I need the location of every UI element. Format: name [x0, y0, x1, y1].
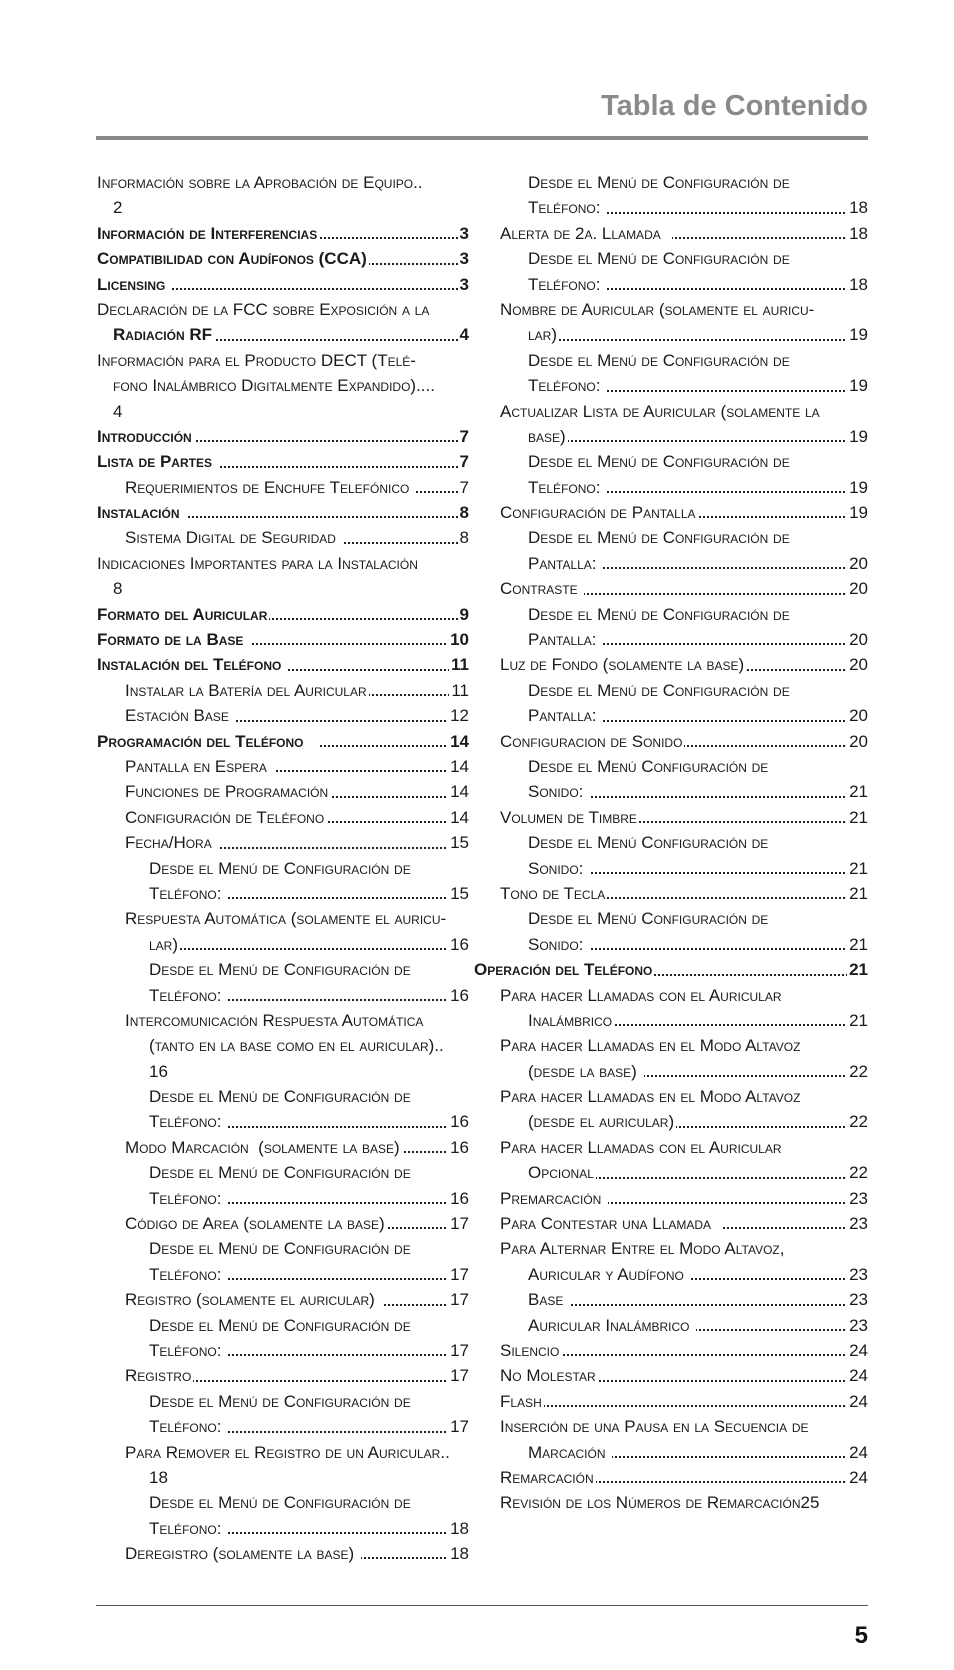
toc-entry-page: 18 — [847, 272, 868, 297]
toc-entry-title: Teléfono: — [528, 195, 607, 220]
toc-entry-page: 7 — [458, 424, 469, 449]
toc-entry-page: 17 — [448, 1363, 469, 1388]
toc-entry-title: Teléfono: — [528, 475, 607, 500]
toc-entry[interactable] — [125, 779, 469, 804]
toc-entry-line: Inserción de una Pausa en la Secuencia de — [500, 1417, 809, 1437]
toc-entry-title: Teléfono: — [149, 1338, 228, 1363]
toc-entry-page: 7 — [458, 475, 469, 500]
toc-entry-title: base) — [528, 424, 568, 449]
toc-entry-title: Registro — [125, 1363, 193, 1388]
toc-entry-page: 18 — [448, 1541, 469, 1566]
toc-entry-title: (desde la base) — [528, 1059, 644, 1084]
toc-entry[interactable] — [528, 856, 868, 881]
toc-entry-line: 4 — [113, 401, 123, 421]
toc-entry[interactable] — [125, 1541, 469, 1566]
toc-entry-title: Teléfono: — [149, 1516, 228, 1541]
toc-entry-title: Deregistro (solamente la base) — [125, 1541, 361, 1566]
toc-entry-page: 16 — [448, 1186, 469, 1211]
toc-entry-title: Flash — [500, 1389, 544, 1414]
toc-entry-title: Radiación RF — [113, 322, 214, 347]
toc-entry-title: Compatibilidad con Audífonos (CCA) — [97, 246, 369, 271]
dot-leader — [149, 948, 469, 950]
toc-entry-title: Funciones de Programación — [125, 779, 330, 804]
toc-entry-title: Operación del Teléfono — [474, 957, 654, 982]
toc-entry-page: 15 — [448, 830, 469, 855]
toc-entry-page: 19 — [847, 500, 868, 525]
toc-entry-line: Desde el Menú de Configuración de — [149, 858, 411, 878]
toc-entry-page: 7 — [458, 449, 469, 474]
toc-entry-line: Desde el Menú de Configuración de — [149, 1315, 411, 1335]
toc-entry-title: Configuración de Pantalla — [500, 500, 698, 525]
toc-entry[interactable] — [500, 1186, 868, 1211]
toc-entry-title: Luz de Fondo (solamente la base) — [500, 652, 746, 677]
toc-entry-line: Desde el Menú Configuración de — [528, 833, 769, 853]
toc-entry-page: 24 — [847, 1338, 868, 1363]
toc-entry-page: 16 — [448, 1109, 469, 1134]
toc-entry[interactable] — [474, 957, 868, 982]
toc-entry-title: Teléfono: — [149, 881, 228, 906]
toc-entry[interactable] — [97, 652, 469, 677]
toc-entry-title: Estación Base — [125, 703, 236, 728]
toc-entry-title: (desde el auricular) — [528, 1109, 676, 1134]
toc-entry-title: Pantalla: — [528, 551, 603, 576]
toc-entry-title: Requerimientos de Enchufe Telefónico — [125, 475, 416, 500]
toc-entry-title: Teléfono: — [528, 272, 607, 297]
toc-entry-line: Desde el Menú de Configuración de — [528, 249, 790, 269]
toc-entry-line: (tanto en la base como en el auricular).. — [149, 1036, 444, 1056]
toc-entry[interactable] — [149, 1516, 469, 1541]
toc-entry-line: 16 — [149, 1061, 168, 1081]
toc-entry[interactable] — [125, 754, 469, 779]
toc-entry-title: Tono de Tecla — [500, 881, 607, 906]
toc-entry-line: Indicaciones Importantes para la Instalación — [97, 553, 418, 573]
toc-entry[interactable] — [500, 1211, 868, 1236]
toc-entry[interactable] — [97, 449, 469, 474]
toc-entry-title: Sonido: — [528, 932, 590, 957]
toc-entry[interactable] — [528, 373, 868, 398]
toc-entry-page: 20 — [847, 652, 868, 677]
toc-entry[interactable] — [149, 1186, 469, 1211]
toc-entry-page: 23 — [847, 1313, 868, 1338]
toc-entry[interactable] — [125, 525, 469, 550]
toc-entry[interactable] — [125, 1363, 469, 1388]
toc-entry-page: 18 — [448, 1516, 469, 1541]
toc-entry-title: Formato del Auricular — [97, 602, 269, 627]
toc-entry-title: Opcional — [528, 1160, 596, 1185]
toc-entry[interactable] — [125, 1211, 469, 1236]
toc-entry-title: Teléfono: — [149, 983, 228, 1008]
toc-entry[interactable] — [97, 627, 469, 652]
toc-entry[interactable] — [528, 703, 868, 728]
toc-left-column — [97, 170, 469, 1566]
toc-entry[interactable] — [149, 1262, 469, 1287]
toc-entry-page: 16 — [448, 1135, 469, 1160]
toc-entry-line: Desde el Menú de Configuración de — [528, 528, 790, 548]
toc-entry[interactable] — [500, 652, 868, 677]
toc-entry-line: Para hacer Llamadas en el Modo Altavoz — [500, 1036, 801, 1056]
toc-entry[interactable] — [500, 805, 868, 830]
toc-entry-page: 14 — [448, 754, 469, 779]
toc-entry-line: fono Inalámbrico Digitalmente Expandido).... — [113, 376, 435, 396]
toc-entry-line: Desde el Menú de Configuración de — [528, 452, 790, 472]
toc-entry[interactable] — [125, 475, 469, 500]
toc-entry[interactable] — [113, 322, 469, 347]
toc-entry-line: Desde el Menú de Configuración de — [149, 1239, 411, 1259]
toc-entry-page: 14 — [448, 805, 469, 830]
toc-entry[interactable] — [500, 729, 868, 754]
toc-entry-line: 18 — [149, 1467, 168, 1487]
toc-entry-line: Desde el Menú de Configuración de — [528, 680, 790, 700]
page-title: Tabla de Contenido — [601, 90, 868, 122]
toc-entry-page: 23 — [847, 1211, 868, 1236]
toc-entry-title: Configuracion de Sonido — [500, 729, 684, 754]
toc-entry-title: Pantalla: — [528, 703, 603, 728]
toc-entry-title: Volumen de Timbre — [500, 805, 639, 830]
toc-entry[interactable] — [149, 932, 469, 957]
toc-entry-page: 17 — [448, 1287, 469, 1312]
toc-entry-line: Para Alternar Entre el Modo Altavoz, — [500, 1239, 785, 1259]
toc-entry[interactable] — [500, 1465, 868, 1490]
toc-entry-line: Información sobre la Aprobación de Equipo.. — [97, 173, 423, 192]
toc-entry-page: 24 — [847, 1389, 868, 1414]
toc-entry-line: Desde el Menú de Configuración de — [149, 960, 411, 980]
toc-entry-title: Licensing — [97, 272, 172, 297]
toc-entry-page: 15 — [448, 881, 469, 906]
toc-entry-title: Sonido: — [528, 779, 590, 804]
toc-entry-title: Para Contestar una Llamada — [500, 1211, 723, 1236]
toc-entry-title: Base — [528, 1287, 570, 1312]
toc-entry-page: 19 — [847, 424, 868, 449]
toc-entry-title: Fecha/Hora — [125, 830, 218, 855]
toc-entry-page: 20 — [847, 729, 868, 754]
toc-entry-line: Intercomunicación Respuesta Automática — [125, 1010, 424, 1030]
dot-leader — [528, 1304, 868, 1306]
toc-entry-page: 19 — [847, 322, 868, 347]
toc-entry[interactable] — [528, 475, 868, 500]
toc-entry-title: Formato de la Base — [97, 627, 250, 652]
toc-entry-title: Premarcación — [500, 1186, 608, 1211]
toc-entry-title: Teléfono: — [149, 1109, 228, 1134]
toc-entry-title: Inalámbrico — [528, 1008, 614, 1033]
toc-entry-line: Desde el Menú Configuración de — [528, 909, 769, 929]
toc-entry[interactable] — [97, 424, 469, 449]
toc-entry-page: 22 — [847, 1109, 868, 1134]
toc-entry[interactable] — [528, 1008, 868, 1033]
toc-entry-title: Sistema Digital de Seguridad — [125, 525, 343, 550]
toc-entry-page: 20 — [847, 576, 868, 601]
toc-entry-title: lar) — [149, 932, 180, 957]
toc-entry-page: 21 — [847, 1008, 868, 1033]
toc-entry-page: 3 — [458, 221, 469, 246]
toc-entry-page: 11 — [449, 678, 469, 703]
toc-entry[interactable] — [528, 272, 868, 297]
toc-entry-title: Programación del Teléfono — [97, 729, 320, 754]
toc-entry-line: Desde el Menú de Configuración de — [528, 604, 790, 624]
toc-entry-page: 14 — [448, 729, 469, 754]
toc-entry[interactable] — [528, 1059, 868, 1084]
toc-entry-page: 19 — [847, 373, 868, 398]
toc-entry-page: 10 — [448, 627, 469, 652]
toc-entry[interactable] — [149, 1109, 469, 1134]
toc-entry-title: Teléfono: — [149, 1262, 228, 1287]
toc-entry-page: 24 — [847, 1440, 868, 1465]
toc-entry[interactable] — [149, 881, 469, 906]
dot-leader — [500, 1405, 868, 1407]
toc-entry[interactable] — [500, 881, 868, 906]
toc-entry[interactable] — [500, 1363, 868, 1388]
toc-entry[interactable] — [97, 246, 469, 271]
dot-leader — [528, 440, 868, 442]
toc-entry[interactable] — [97, 272, 469, 297]
toc-entry-title: No Molestar — [500, 1363, 598, 1388]
toc-right-column — [474, 170, 868, 1516]
toc-entry-page: 21 — [847, 805, 868, 830]
toc-entry-title: Pantalla en Espera — [125, 754, 274, 779]
toc-entry-line: Desde el Menú Configuración de — [528, 756, 769, 776]
toc-entry[interactable] — [149, 1338, 469, 1363]
toc-entry[interactable] — [528, 1313, 868, 1338]
toc-entry[interactable] — [528, 551, 868, 576]
toc-entry[interactable] — [125, 805, 469, 830]
toc-entry-title: Pantalla: — [528, 627, 603, 652]
toc-entry-title: Alerta de 2a. Llamada — [500, 221, 672, 246]
toc-entry-page: 9 — [458, 602, 469, 627]
toc-entry-page: 16 — [448, 932, 469, 957]
toc-entry[interactable] — [528, 779, 868, 804]
toc-entry[interactable] — [125, 678, 469, 703]
toc-entry[interactable] — [500, 576, 868, 601]
toc-entry-title: Código de Area (solamente la base) — [125, 1211, 387, 1236]
toc-entry-title: Teléfono: — [149, 1414, 228, 1439]
toc-entry-page: 21 — [847, 932, 868, 957]
page-number: 5 — [854, 1622, 868, 1649]
toc-entry-line: 2 — [113, 198, 123, 218]
toc-entry-title: Información de Interferencias — [97, 221, 319, 246]
toc-entry-page: 22 — [847, 1160, 868, 1185]
toc-entry[interactable] — [500, 1389, 868, 1414]
toc-entry-title: Sonido: — [528, 856, 590, 881]
toc-entry-page: 16 — [448, 983, 469, 1008]
toc-entry[interactable] — [500, 221, 868, 246]
toc-entry-title: Introducción — [97, 424, 194, 449]
toc-entry-page: 18 — [847, 195, 868, 220]
toc-entry-line: Para hacer Llamadas con el Auricular — [500, 985, 782, 1005]
toc-entry-line: Desde el Menú de Configuración de — [149, 1163, 411, 1183]
toc-entry[interactable] — [528, 322, 868, 347]
header-rule — [96, 136, 868, 140]
toc-entry-page: 20 — [847, 627, 868, 652]
toc-entry-line: Para hacer Llamadas en el Modo Altavoz — [500, 1087, 801, 1107]
toc-entry[interactable] — [528, 627, 868, 652]
toc-entry-page: 18 — [847, 221, 868, 246]
dot-leader — [528, 339, 868, 341]
toc-entry-line: Desde el Menú de Configuración de — [149, 1493, 411, 1513]
toc-entry-title: Instalar la Batería del Auricular — [125, 678, 369, 703]
toc-entry-page: 23 — [847, 1287, 868, 1312]
toc-entry-line: Desde el Menú de Configuración de — [528, 350, 790, 370]
toc-entry-title: Marcación — [528, 1440, 612, 1465]
toc-entry-page: 23 — [847, 1262, 868, 1287]
toc-entry-page: 21 — [847, 856, 868, 881]
toc-entry-line: Desde el Menú de Configuración de — [528, 173, 790, 192]
toc-entry[interactable] — [528, 1160, 868, 1185]
toc-entry[interactable] — [125, 830, 469, 855]
toc-entry[interactable] — [97, 729, 469, 754]
toc-entry-title: Silencio — [500, 1338, 561, 1363]
toc-entry-page: 20 — [847, 703, 868, 728]
toc-entry-page: 14 — [448, 779, 469, 804]
toc-entry-page: 23 — [847, 1186, 868, 1211]
toc-entry[interactable] — [125, 703, 469, 728]
toc-entry[interactable] — [528, 932, 868, 957]
toc-entry-title: Registro (solamente el auricular) — [125, 1287, 382, 1312]
toc-entry-title: Lista de Partes — [97, 449, 219, 474]
toc-entry-page: 3 — [458, 246, 469, 271]
toc-entry-page: 3 — [458, 272, 469, 297]
toc-entry-line: Desde el Menú de Configuración de — [149, 1087, 411, 1107]
toc-entry[interactable] — [149, 983, 469, 1008]
toc-entry-line: Declaración de la FCC sobre Exposición a la — [97, 299, 430, 319]
toc-entry-page: 17 — [448, 1414, 469, 1439]
toc-entry-page: 24 — [847, 1363, 868, 1388]
toc-entry-line: Revisión de los Números de Remarcación25 — [500, 1493, 820, 1513]
toc-entry-line: Información para el Producto DECT (Telé- — [97, 350, 416, 370]
toc-entry-line: Nombre de Auricular (solamente el auricu- — [500, 299, 815, 319]
toc-entry-page: 21 — [847, 957, 868, 982]
toc-entry-title: Remarcación — [500, 1465, 596, 1490]
toc-entry-line: Desde el Menú de Configuración de — [149, 1391, 411, 1411]
toc-entry-page: 19 — [847, 475, 868, 500]
toc-entry-page: 17 — [448, 1262, 469, 1287]
toc-entry-title: Teléfono: — [149, 1186, 228, 1211]
toc-entry[interactable] — [125, 1135, 469, 1160]
toc-entry-title: Auricular Inalámbrico — [528, 1313, 696, 1338]
toc-entry-line: 8 — [113, 579, 123, 599]
toc-entry-line: Para hacer Llamadas con el Auricular — [500, 1137, 782, 1157]
toc-entry[interactable] — [500, 500, 868, 525]
toc-entry[interactable] — [500, 1338, 868, 1363]
toc-entry[interactable] — [528, 424, 868, 449]
toc-entry-line: Respuesta Automática (solamente el auricu- — [125, 909, 447, 929]
toc-entry-page: 22 — [847, 1059, 868, 1084]
toc-entry-title: Auricular y Audífono — [528, 1262, 691, 1287]
toc-entry-title: Contraste — [500, 576, 584, 601]
toc-entry[interactable] — [97, 602, 469, 627]
toc-entry-page: 17 — [448, 1338, 469, 1363]
toc-entry[interactable] — [149, 1414, 469, 1439]
toc-entry[interactable] — [97, 221, 469, 246]
toc-entry[interactable] — [528, 1440, 868, 1465]
toc-entry-page: 8 — [458, 500, 469, 525]
toc-entry[interactable] — [528, 195, 868, 220]
toc-entry-title: Instalación — [97, 500, 186, 525]
toc-entry-page: 4 — [458, 322, 469, 347]
toc-entry-line: Actualizar Lista de Auricular (solamente la — [500, 401, 820, 421]
footer-rule — [96, 1605, 868, 1606]
toc-entry-title: Configuración de Teléfono — [125, 805, 326, 830]
toc-entry[interactable] — [125, 1287, 469, 1312]
toc-entry-page: 12 — [448, 703, 469, 728]
toc-entry[interactable] — [528, 1109, 868, 1134]
toc-entry[interactable] — [97, 500, 469, 525]
toc-entry-title: Teléfono: — [528, 373, 607, 398]
toc-entry-page: 24 — [847, 1465, 868, 1490]
toc-entry[interactable] — [528, 1287, 868, 1312]
toc-entry-title: lar) — [528, 322, 559, 347]
toc-entry-line: Para Remover el Registro de un Auricular.. — [125, 1442, 450, 1462]
toc-entry-page: 11 — [449, 652, 469, 677]
toc-entry-page: 20 — [847, 551, 868, 576]
toc-entry-title: Instalación del Teléfono — [97, 652, 288, 677]
toc-entry-page: 8 — [458, 525, 469, 550]
toc-entry[interactable] — [528, 1262, 868, 1287]
toc-entry-title: Modo Marcación (solamente la base) — [125, 1135, 402, 1160]
toc-entry-page: 21 — [847, 779, 868, 804]
toc-entry-page: 21 — [847, 881, 868, 906]
toc-entry-page: 17 — [448, 1211, 469, 1236]
